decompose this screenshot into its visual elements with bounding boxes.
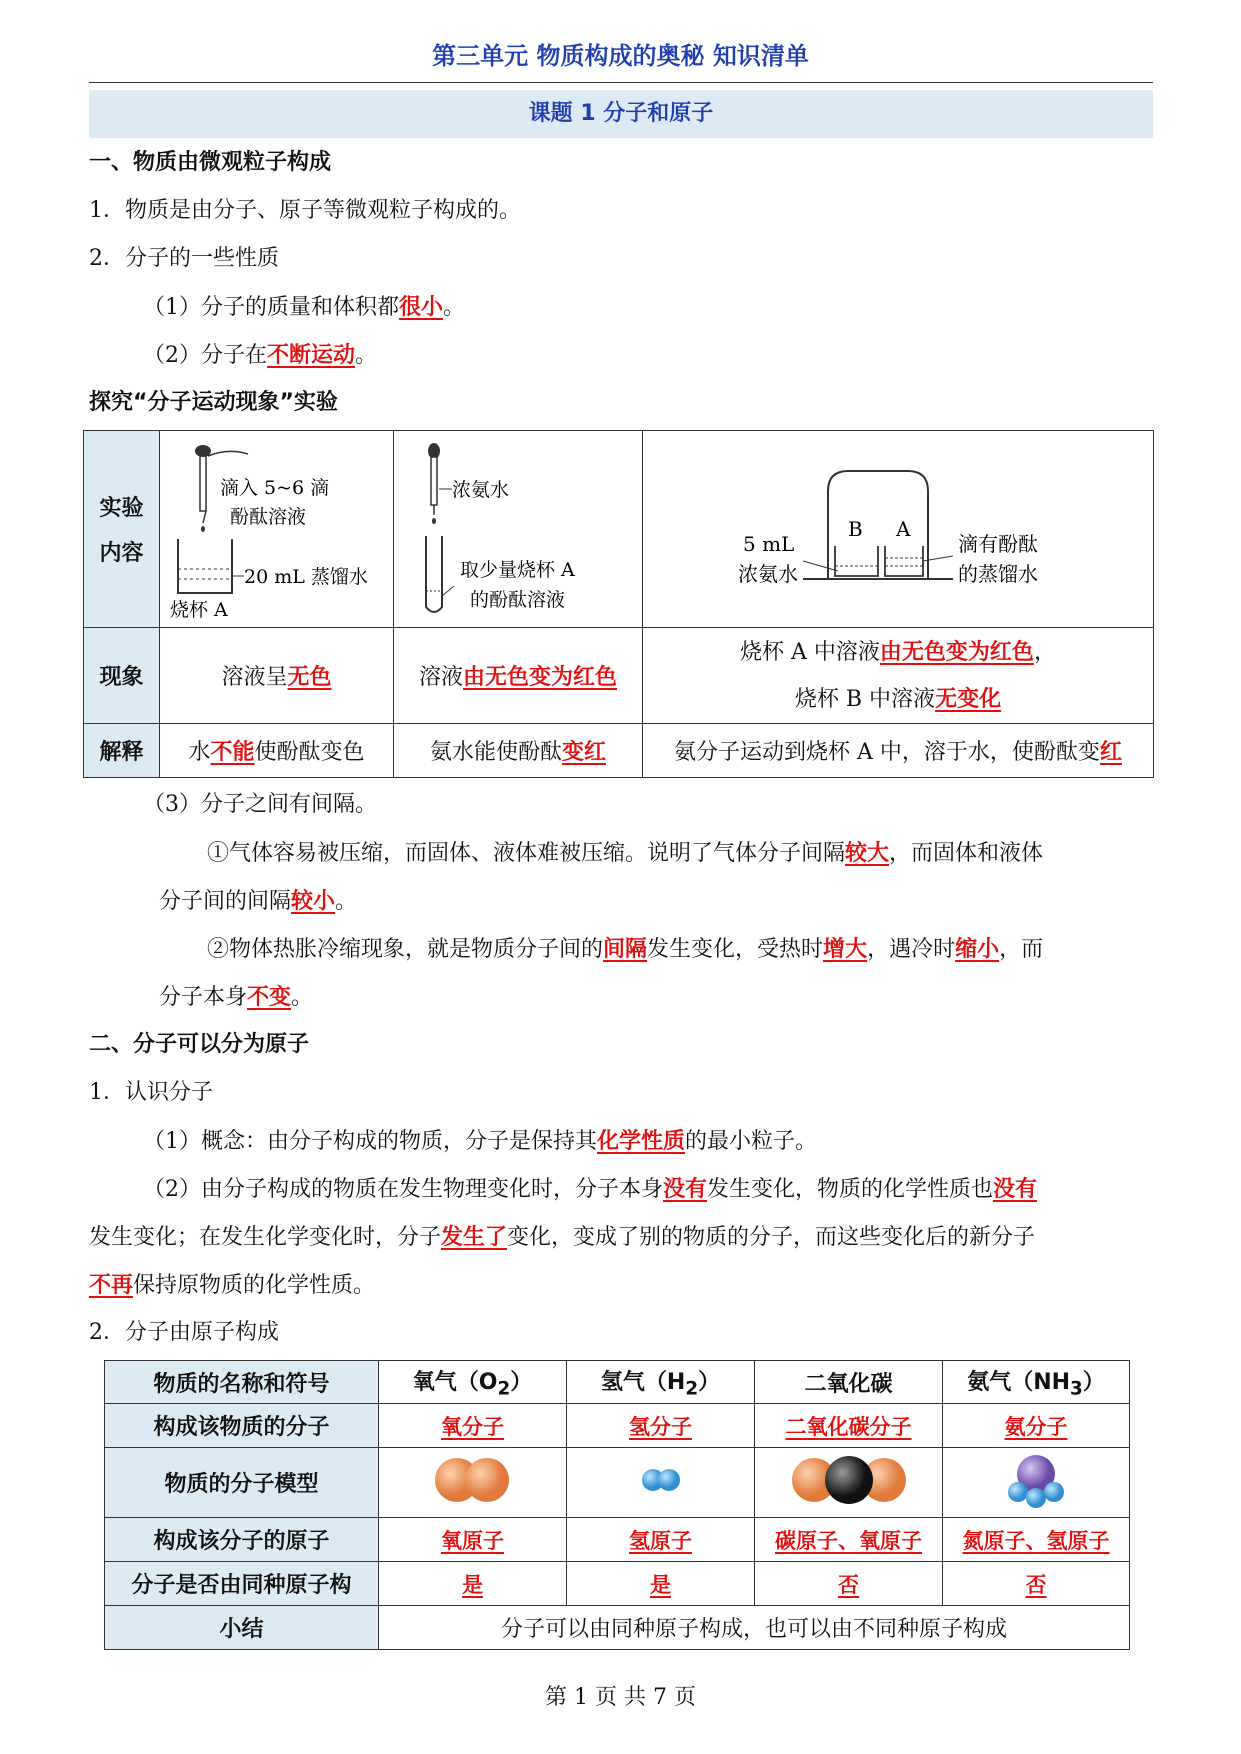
- text: 内容: [99, 541, 144, 566]
- text: 氨水能使酚酞: [429, 740, 562, 765]
- text: （1）分子的质量和体积都: [143, 295, 399, 320]
- molecule-cell: [379, 1404, 567, 1448]
- title-rule: [89, 82, 1153, 83]
- section1-p3-1b: [159, 886, 357, 917]
- text: ，而固体和液体: [889, 841, 1044, 866]
- fig-label: 烧杯 A: [170, 599, 228, 621]
- figure-1-cell: [160, 431, 394, 628]
- answer: 由无色变为红色: [463, 664, 618, 690]
- fig-label: 5 mL: [743, 532, 795, 556]
- section1-p3-2: [207, 934, 1043, 965]
- fig-label: 浓氨水: [738, 562, 798, 586]
- answer: 间隔: [603, 936, 648, 962]
- summary-cell: 分子可以由同种原子构成，也可以由不同种原子构成: [379, 1606, 1130, 1650]
- section2-p1-2b: [89, 1222, 1035, 1253]
- section1-p3: （3）分子之间有间隔。: [143, 792, 377, 817]
- text: ，而: [999, 937, 1044, 962]
- text: 。: [291, 985, 314, 1010]
- answer: 增大: [823, 936, 868, 962]
- text: 分子本身: [159, 985, 248, 1010]
- col-co2: 二氧化碳: [755, 1361, 943, 1404]
- atom-cell: [567, 1518, 755, 1562]
- col-oxygen: [379, 1361, 567, 1404]
- answer: 较大: [845, 840, 890, 866]
- fig-label: 浓氨水: [452, 479, 510, 501]
- model-co2: [755, 1448, 943, 1518]
- section1-p3-1: [207, 838, 1043, 869]
- answer: 红: [1099, 739, 1122, 765]
- answer: 无色: [287, 664, 332, 690]
- answer: 较小: [291, 888, 336, 914]
- text: 氢气（H: [600, 1369, 686, 1395]
- text: 氨分子运动到烧杯 A 中，溶于水，使酚酞变: [674, 740, 1100, 765]
- subscript: 3: [1070, 1378, 1083, 1400]
- molecule-table: [104, 1360, 1130, 1650]
- text: 的最小粒子。: [685, 1129, 818, 1154]
- answer: 很小: [399, 294, 444, 320]
- experiment-heading: 探究“分子运动现象”实验: [89, 390, 338, 415]
- atom-cell: [755, 1518, 943, 1562]
- answer: 否: [1025, 1571, 1047, 1597]
- text: 发生变化，物质的化学性质也: [707, 1177, 994, 1202]
- fig-label: B: [848, 517, 863, 541]
- text: 溶液呈: [221, 665, 288, 690]
- section2-p1: 1．认识分子: [89, 1080, 213, 1105]
- co2-molecule-icon: [784, 1452, 914, 1508]
- col-ammonia: [943, 1361, 1130, 1404]
- text: 烧杯 B 中溶液: [794, 686, 936, 712]
- text: 使酚酞变色: [254, 740, 365, 765]
- fig-label: 的蒸馏水: [958, 562, 1038, 586]
- answer: 氢分子: [629, 1413, 692, 1439]
- phenomenon-2: [394, 628, 643, 724]
- dropper-tube-figure: [394, 431, 642, 621]
- same-cell: [755, 1562, 943, 1606]
- section2-p1-1: [143, 1126, 817, 1157]
- answer: 氮原子、氢原子: [962, 1527, 1110, 1553]
- answer: 无变化: [935, 685, 1002, 712]
- answer: 氨分子: [1004, 1413, 1068, 1439]
- answer: 没有: [993, 1176, 1038, 1202]
- model-hydrogen: [567, 1448, 755, 1518]
- section1-p2-2: [143, 340, 377, 371]
- text: ）: [698, 1369, 721, 1395]
- phenomenon-1: [160, 628, 394, 724]
- text: 实验: [99, 496, 144, 521]
- fig-label: 取少量烧杯 A: [460, 559, 575, 581]
- answer: 是: [462, 1571, 483, 1597]
- row-label-molecule: 构成该物质的分子: [105, 1404, 379, 1448]
- page-footer: 第 1 页 共 7 页: [545, 1685, 696, 1710]
- text: 氨气（NH: [967, 1369, 1071, 1395]
- text: 氧气（O: [412, 1369, 498, 1395]
- answer: 没有: [663, 1176, 708, 1202]
- section1-heading: 一、物质由微观粒子构成: [89, 150, 332, 175]
- explanation-3: [643, 724, 1154, 778]
- answer: 是: [650, 1571, 671, 1597]
- phenomenon-3a: [643, 629, 1153, 676]
- text: （2）由分子构成的物质在发生物理变化时，分子本身: [143, 1177, 663, 1202]
- text: ②物体热胀冷缩现象，就是物质分子间的: [207, 937, 604, 962]
- fig-label: 20 mL 蒸馏水: [244, 566, 368, 588]
- row-label-atoms: 构成该分子的原子: [105, 1518, 379, 1562]
- text: ，遇冷时: [867, 937, 956, 962]
- figure-3-cell: [643, 431, 1154, 628]
- text: 发生变化；在发生化学变化时，分子: [89, 1225, 442, 1250]
- text: ）: [1082, 1369, 1105, 1395]
- subscript: 2: [497, 1378, 511, 1400]
- section1-p3-2b: [159, 982, 313, 1013]
- answer: 化学性质: [597, 1128, 686, 1154]
- answer: 不断运动: [267, 342, 356, 368]
- explanation-2: [394, 724, 643, 778]
- answer: 缩小: [955, 936, 1000, 962]
- text: 发生变化，受热时: [647, 937, 824, 962]
- header-label: 物质的名称和符号: [105, 1361, 379, 1404]
- answer: 不能: [210, 739, 255, 765]
- text: 变化，变成了别的物质的分子，而这些变化后的新分子: [507, 1225, 1036, 1250]
- model-oxygen: [379, 1448, 567, 1518]
- hydrogen-molecule-icon: [631, 1460, 691, 1500]
- text: ①气体容易被压缩，而固体、液体难被压缩。说明了气体分子间隔: [207, 841, 846, 866]
- molecule-cell: [943, 1404, 1130, 1448]
- atom-cell: [943, 1518, 1130, 1562]
- answer: 否: [838, 1571, 859, 1597]
- section2-p1-2c: [89, 1270, 375, 1301]
- text: （2）分子在: [143, 343, 267, 368]
- oxygen-molecule-icon: [423, 1452, 523, 1508]
- phenomenon-3b: [643, 676, 1153, 723]
- section1-p1: 1．物质是由分子、原子等微观粒子构成的。: [89, 198, 521, 223]
- row-label-phenomenon: 现象: [84, 628, 160, 724]
- same-cell: [567, 1562, 755, 1606]
- unit-title: 第三单元 物质构成的奥秘 知识清单: [432, 42, 809, 70]
- same-cell: [943, 1562, 1130, 1606]
- row-label-summary: 小结: [105, 1606, 379, 1650]
- experiment-table: [83, 430, 1154, 778]
- answer: 氧原子: [441, 1527, 504, 1553]
- col-hydrogen: [567, 1361, 755, 1404]
- fig-label: 滴有酚酞: [958, 532, 1038, 556]
- answer: 变红: [562, 739, 607, 765]
- molecule-cell: [755, 1404, 943, 1448]
- figure-2-cell: [394, 431, 643, 628]
- ammonia-molecule-icon: [996, 1450, 1076, 1510]
- dropper-beaker-figure: [160, 431, 393, 621]
- subscript: 2: [685, 1378, 699, 1400]
- fig-label: A: [896, 517, 911, 541]
- text: （1）概念：由分子构成的物质，分子是保持其: [143, 1129, 597, 1154]
- answer: 碳原子、氧原子: [775, 1527, 922, 1553]
- lesson-title: 课题 1 分子和原子: [89, 90, 1153, 138]
- row-label-same: 分子是否由同种原子构: [105, 1562, 379, 1606]
- section2-heading: 二、分子可以分为原子: [89, 1032, 310, 1057]
- same-cell: [379, 1562, 567, 1606]
- atom-cell: [379, 1518, 567, 1562]
- answer: 二氧化碳分子: [785, 1413, 912, 1439]
- section2-p2: 2．分子由原子构成: [89, 1320, 279, 1345]
- answer: 发生了: [441, 1224, 508, 1250]
- text: ）: [510, 1369, 533, 1395]
- model-ammonia: [943, 1448, 1130, 1518]
- phenomenon-3: [643, 628, 1154, 724]
- bell-jar-figure: [643, 431, 1153, 621]
- row-label-content: [84, 431, 160, 628]
- text: 溶液: [418, 665, 463, 690]
- answer: 由无色变为红色: [879, 638, 1034, 665]
- text: 。: [355, 343, 378, 368]
- text: ，: [1033, 639, 1056, 665]
- row-label-model: 物质的分子模型: [105, 1448, 379, 1518]
- text: 水: [188, 740, 211, 765]
- molecule-cell: [567, 1404, 755, 1448]
- text: 分子间的间隔: [159, 889, 292, 914]
- section1-p2: 2．分子的一些性质: [89, 246, 279, 271]
- answer: 氧分子: [441, 1413, 504, 1439]
- text: 烧杯 A 中溶液: [740, 639, 880, 665]
- fig-label: 的酚酞溶液: [470, 589, 566, 611]
- fig-label: 酚酞溶液: [230, 506, 307, 528]
- text: 保持原物质的化学性质。: [133, 1273, 376, 1298]
- fig-label: 滴入 5~6 滴: [220, 477, 330, 499]
- section2-p1-2: [143, 1174, 1037, 1205]
- answer: 不再: [89, 1272, 134, 1298]
- answer: 氢原子: [629, 1527, 692, 1553]
- answer: 不变: [247, 984, 292, 1010]
- text: 。: [335, 889, 358, 914]
- text: 。: [443, 295, 466, 320]
- section1-p2-1: [143, 292, 465, 323]
- row-label-explanation: 解释: [84, 724, 160, 778]
- explanation-1: [160, 724, 394, 778]
